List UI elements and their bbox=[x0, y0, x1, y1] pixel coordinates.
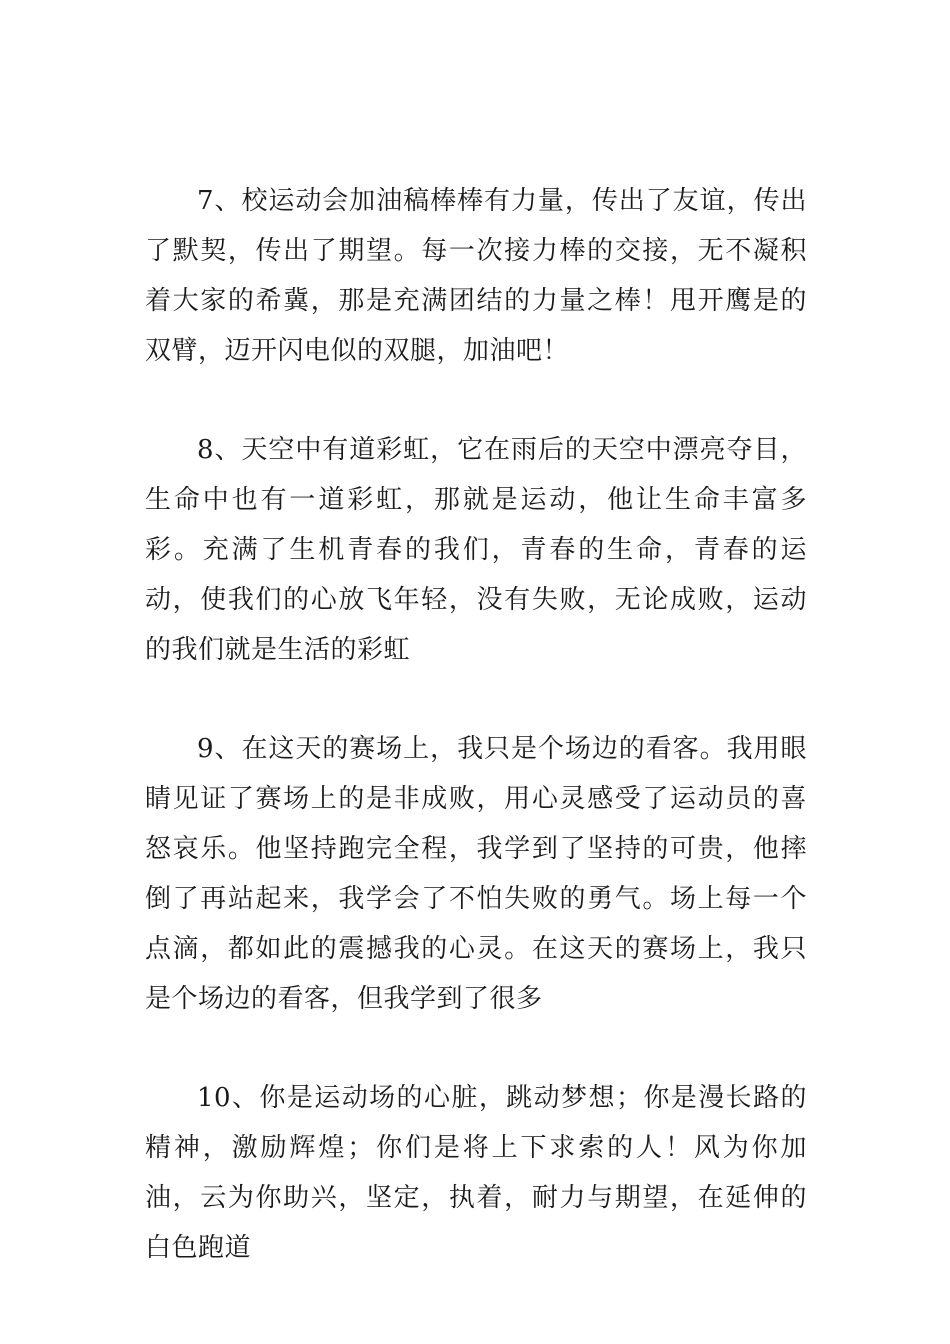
paragraph-10: 10、你是运动场的心脏，跳动梦想；你是漫长路的精神，激励辉煌；你们是将上下求索的人！风为你加油，云为你助兴，坚定，执着，耐力与期望，在延伸的白色跑道 bbox=[145, 1083, 807, 1263]
paragraph-9: 9、在这天的赛场上，我只是个场边的看客。我用眼睛见证了赛场上的是非成败，用心灵感受了运动员的喜怒哀乐。他坚持跑完全程，我学到了坚持的可贵，他摔倒了再站起来，我学会了不怕失败的勇气。场上每一个点滴，都如此的震撼我的心灵。在这天的赛场上，我只是个场边的看客，但我学到了很多 bbox=[145, 734, 807, 1014]
paragraph-8: 8、天空中有道彩虹，它在雨后的天空中漂亮夺目，生命中也有一道彩虹，那就是运动，他让生命丰富多彩。充满了生机青春的我们，青春的生命，青春的运动，使我们的心放飞年轻，没有失败，无论成败，运动的我们就是生活的彩虹 bbox=[145, 435, 807, 665]
paragraph-7: 7、校运动会加油稿棒棒有力量，传出了友谊，传出了默契，传出了期望。每一次接力棒的交接，无不凝积着大家的希冀，那是充满团结的力量之棒！甩开鹰是的双臂，迈开闪电似的双腿，加油吧！ bbox=[145, 186, 807, 366]
